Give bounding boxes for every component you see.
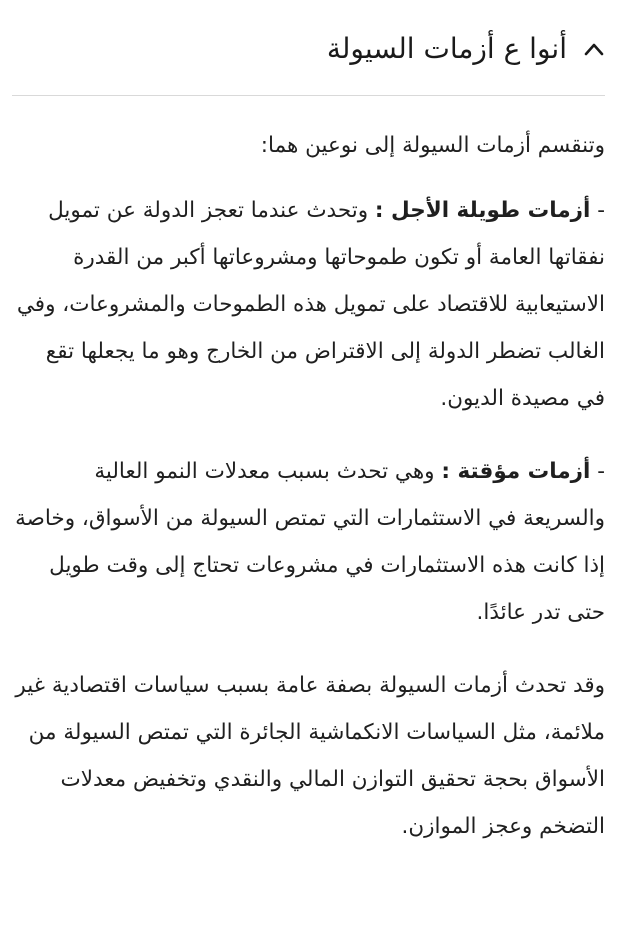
temporary-crisis-term: أزمات مؤقتة : <box>441 459 591 484</box>
section-title: أنوا ع أزمات السيولة <box>326 31 567 65</box>
chevron-up-icon[interactable] <box>583 38 605 60</box>
intro-paragraph: وتنقسم أزمات السيولة إلى نوعين هما: <box>260 133 605 158</box>
temporary-crisis-paragraph <box>12 448 605 636</box>
long-term-crisis-text: وتحدث عندما تعجز الدولة عن تمويل نفقاتها العامة أو تكون طموحاتها ومشروعاتها أكبر من القدرة الاستيعابية للاقتصاد على تمويل هذه الطموحات والمشروعات، وفي الغالب تضطر الدولة إلى الاقتراض من الخارج وهو ما يجعلها تقع في مصيدة الديون. <box>16 198 605 411</box>
list-dash: - <box>590 459 605 484</box>
section-header[interactable] <box>12 0 605 96</box>
section-body <box>12 96 605 850</box>
temporary-crisis-text: وهي تحدث بسبب معدلات النمو العالية والسريعة في الاستثمارات التي تمتص السيولة من الأسواق، وخاصة إذا كانت هذه الاستثمارات في مشروعات تحتاج إلى وقت طويل حتى تدر عائدًا. <box>15 459 605 625</box>
long-term-crisis-term: أزمات طويلة الأجل : <box>374 198 591 223</box>
closing-paragraph: وقد تحدث أزمات السيولة بصفة عامة بسبب سياسات اقتصادية غير ملائمة، مثل السياسات الانكماشية الجائرة التي تمتص السيولة من الأسواق بحجة تحقيق التوازن المالي والنقدي وتخفيض معدلات التضخم وعجز الموازن. <box>15 673 605 839</box>
list-dash: - <box>590 198 605 223</box>
long-term-crisis-paragraph <box>12 187 605 422</box>
